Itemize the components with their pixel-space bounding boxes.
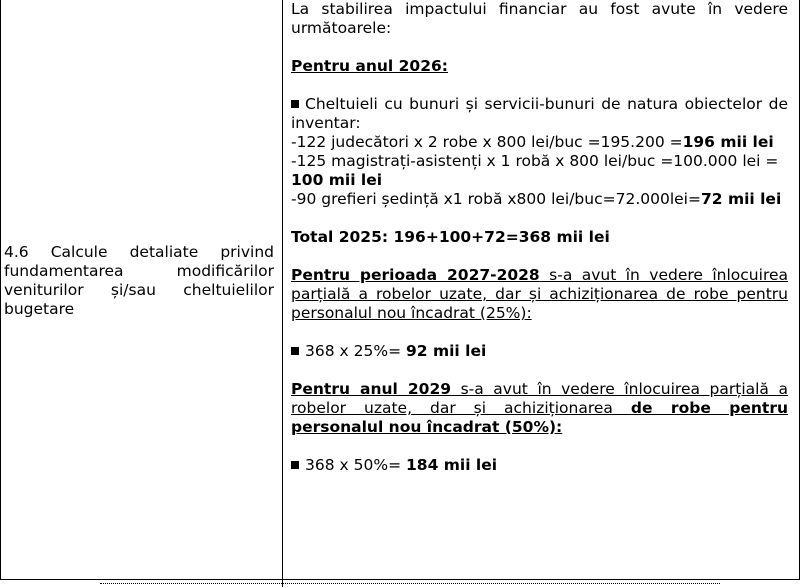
row-label-line: bugetare	[4, 300, 75, 318]
row-label-cell	[4, 243, 274, 319]
row-label-line: veniturilor și/sau cheltuielilor	[4, 281, 274, 299]
bullet-icon	[291, 347, 299, 355]
column-divider	[282, 0, 283, 587]
content-cell	[291, 0, 788, 475]
calc-line-assistants: -125 magistrați-asistenți x 1 robă x 800 lei/buc =100.000 lei = 100 mii lei	[291, 152, 779, 189]
year-2029-paragraph: Pentru anul 2029 s-a avut în vedere înlocuirea parțială a robelor uzate, dar și achiziționarea de robe pentru personalul nou încadrat (50%):	[291, 380, 788, 436]
left-border	[0, 0, 1, 580]
calc-line-clerks: -90 grefieri ședință x1 robă x800 lei/buc=72.000lei=72 mii lei	[291, 190, 782, 208]
intro-paragraph: La stabilirea impactului financiar au fost avute în vedere următoarele:	[291, 0, 788, 37]
bullet-icon	[291, 100, 299, 108]
total-line: Total 2025: 196+100+72=368 mii lei	[291, 228, 610, 246]
calc-25-percent: 368 x 25%= 92 mii lei	[291, 342, 788, 361]
calc-line-judges: -122 judecători x 2 robe x 800 lei/buc =195.200 =196 mii lei	[291, 133, 774, 151]
bullet-expenses: Cheltuieli cu bunuri și servicii-bunuri de natura obiectelor de inventar:	[291, 95, 788, 132]
heading-2026: Pentru anul 2026:	[291, 57, 448, 75]
period-2027-2028-paragraph: Pentru perioada 2027-2028 s-a avut în vedere înlocuirea parțială a robelor uzate, dar și achiziționarea de robe pentru personalul nou încadrat (25%):	[291, 266, 789, 322]
calc-50-percent: 368 x 50%= 184 mii lei	[291, 456, 788, 475]
row-bottom-border	[0, 579, 800, 580]
row-label-line: fundamentarea modificărilor	[4, 262, 274, 280]
bullet-icon	[291, 461, 299, 469]
row-label-line: 4.6 Calcule detaliate privind	[4, 243, 274, 261]
next-row-fragment	[100, 583, 720, 588]
